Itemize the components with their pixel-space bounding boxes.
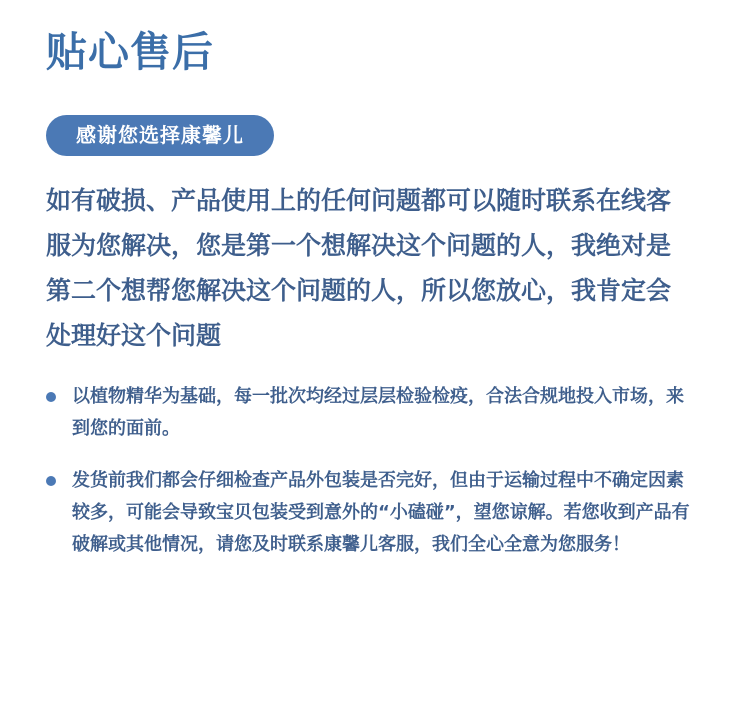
bullet-list [46, 381, 696, 581]
bullet-item-quality [46, 381, 696, 445]
bullet-dot-icon [46, 392, 56, 402]
page-title: 贴心售后 [46, 28, 214, 76]
bullet-dot-icon [46, 476, 56, 486]
bullet-text: 发货前我们都会仔细检查产品外包装是否完好，但由于运输过程中不确定因素较多，可能会导致宝贝包装受到意外的“小磕碰”，望您谅解。若您收到产品有破解或其他情况，请您及时联系康馨儿客服，我们全心全意为您服务！ [72, 470, 690, 555]
thank-you-badge: 感谢您选择康馨儿 [46, 115, 274, 156]
intro-paragraph: 如有破损、产品使用上的任何问题都可以随时联系在线客服为您解决，您是第一个想解决这个问题的人，我绝对是第二个想帮您解决这个问题的人，所以您放心，我肯定会处理好这个问题 [46, 186, 672, 350]
bullet-item-shipping [46, 465, 696, 561]
bullet-text: 以植物精华为基础，每一批次均经过层层检验检疫，合法合规地投入市场，来到您的面前。 [72, 386, 684, 439]
